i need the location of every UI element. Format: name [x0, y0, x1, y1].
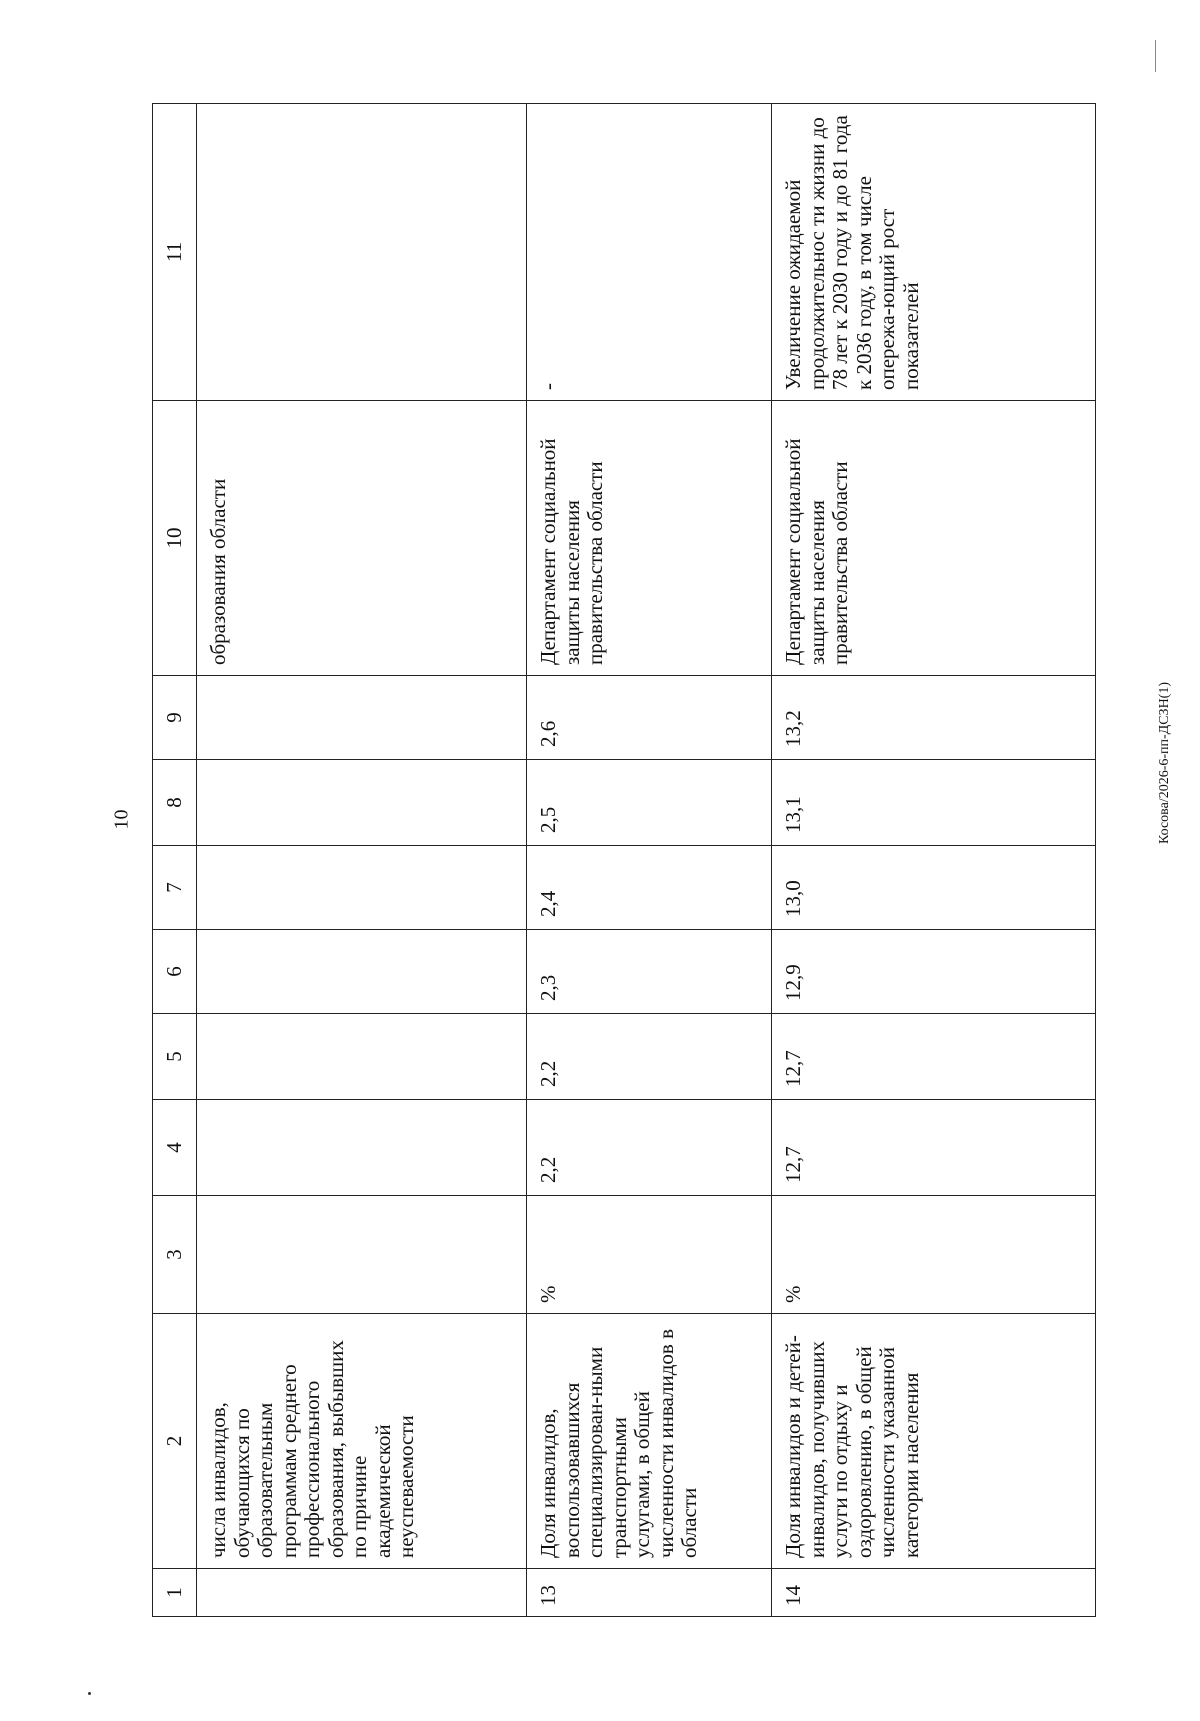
cell-responsible: образования области	[197, 401, 527, 676]
cell-unit: %	[772, 1196, 1096, 1314]
header-row	[153, 104, 197, 1617]
table-row	[527, 104, 772, 1617]
cell-value: 2,2	[527, 1100, 772, 1196]
cell-indicator: числа инвалидов, обучающихся по образовательным программам среднего профессионального образования, выбывших по причине академической неуспеваемости	[197, 1314, 527, 1569]
cell-goal: Увеличение ожидаемой продолжительнос ти жизни до 78 лет к 2030 году и до 81 года к 2036 году, в том числе опережа-ющий рост показателей	[772, 104, 1096, 401]
scan-speck	[88, 1692, 91, 1695]
cell-value: 12,7	[772, 1100, 1096, 1196]
cell-value: 13,2	[772, 676, 1096, 760]
col-header: 4	[153, 1100, 197, 1196]
cell-value: 2,2	[527, 1014, 772, 1100]
cell-unit	[197, 1196, 527, 1314]
col-header: 8	[153, 760, 197, 846]
cell-responsible: Департамент социальной защиты населения правительства области	[527, 401, 772, 676]
cell-value: 2,6	[527, 676, 772, 760]
table-row	[197, 104, 527, 1617]
footer	[1125, 155, 1172, 1385]
cell-value	[197, 676, 527, 760]
cell-indicator: Доля инвалидов и детей-инвалидов, получивших услуги по отдыху и оздоровлению, в общей численности указанной категории населения	[772, 1314, 1096, 1569]
cell-value	[197, 1100, 527, 1196]
col-header: 5	[153, 1014, 197, 1100]
footer-text: Косова/2026-6-пп-ДСЗН(1)	[1157, 681, 1172, 845]
col-header: 10	[153, 401, 197, 676]
col-header: 1	[153, 1569, 197, 1617]
cell-value: 2,5	[527, 760, 772, 846]
cell-value: 12,9	[772, 930, 1096, 1014]
col-header: 11	[153, 104, 197, 401]
cell-goal	[197, 104, 527, 401]
cell-number	[197, 1569, 527, 1617]
cell-responsible: Департамент социальной защиты населения правительства области	[772, 401, 1096, 676]
table-wrapper	[152, 104, 1095, 1617]
cell-indicator: Доля инвалидов, воспользовавшихся специализирован-ными транспортными услугами, в общей численности инвалидов в области	[527, 1314, 772, 1569]
col-header: 2	[153, 1314, 197, 1569]
cell-value: 13,1	[772, 760, 1096, 846]
cell-value	[197, 1014, 527, 1100]
cell-value: 13,0	[772, 846, 1096, 930]
col-header: 6	[153, 930, 197, 1014]
cell-value	[197, 846, 527, 930]
cell-goal: -	[527, 104, 772, 401]
margin-mark	[1155, 40, 1156, 72]
page-number: 10	[110, 809, 133, 830]
cell-value: 2,4	[527, 846, 772, 930]
cell-value: 2,3	[527, 930, 772, 1014]
table-row	[772, 104, 1096, 1617]
col-header: 7	[153, 846, 197, 930]
indicators-table	[152, 103, 1096, 1617]
cell-value: 12,7	[772, 1014, 1096, 1100]
cell-value	[197, 930, 527, 1014]
col-header: 9	[153, 676, 197, 760]
cell-number: 14	[772, 1569, 1096, 1617]
cell-unit: %	[527, 1196, 772, 1314]
cell-value	[197, 760, 527, 846]
col-header: 3	[153, 1196, 197, 1314]
cell-number: 13	[527, 1569, 772, 1617]
